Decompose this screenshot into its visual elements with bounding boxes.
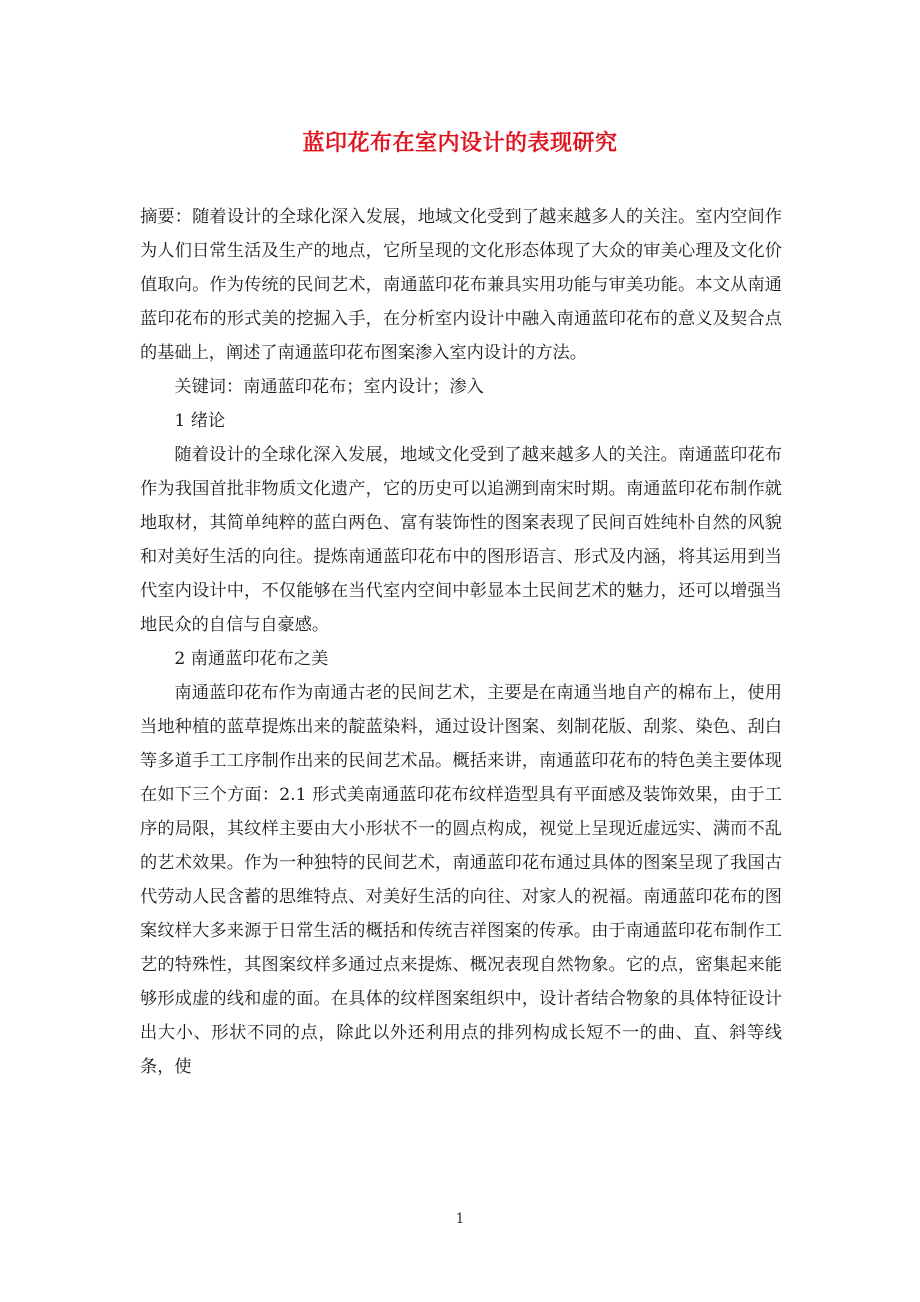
keywords-paragraph: 关键词：南通蓝印花布；室内设计；渗入 <box>174 377 484 397</box>
section-2-heading: 2 南通蓝印花布之美 <box>174 649 329 669</box>
section-1-paragraph: 随着设计的全球化深入发展，地域文化受到了越来越多人的关注。南通蓝印花布作为我国首批非物质文化遗产，它的历史可以追溯到南宋时期。南通蓝印花布制作就地取材，其简单纯粹的蓝白两色、富有装饰性的图案表现了民间百姓纯朴自然的风貌和对美好生活的向往。提炼南通蓝印花布中的图形语言、形式及内涵，将其运用到当代室内设计中，不仅能够在当代室内空间中彰显本土民间艺术的魅力，还可以增强当地民众的自信与自豪感。 <box>140 445 782 635</box>
page-number: 1 <box>455 1211 465 1227</box>
section-1-heading: 1 绪论 <box>174 411 226 431</box>
document-title: 蓝印花布在室内设计的表现研究 <box>302 131 618 156</box>
document-body <box>140 200 782 1084</box>
section-2-paragraph: 南通蓝印花布作为南通古老的民间艺术，主要是在南通当地自产的棉布上，使用当地种植的蓝草提炼出来的靛蓝染料，通过设计图案、刻制花版、刮浆、染色、刮白等多道手工工序制作出来的民间艺术品。概括来讲，南通蓝印花布的特色美主要体现在如下三个方面：2.1 形式美南通蓝印花布纹样造型具有平面感及装饰效果，由于工序的局限，其纹样主要由大小形状不一的圆点构成，视觉上呈现近虚远实、满而不乱的艺术效果。作为一种独特的民间艺术，南通蓝印花布通过具体的图案呈现了我国古代劳动人民含蓄的思维特点、对美好生活的向往、对家人的祝福。南通蓝印花布的图案纹样大多来源于日常生活的概括和传统吉祥图案的传承。由于南通蓝印花布制作工艺的特殊性，其图案纹样多通过点来提炼、概况表现自然物象。它的点，密集起来能够形成虚的线和虚的面。在具体的纹样图案组织中，设计者结合物象的具体特征设计出大小、形状不同的点，除此以外还利用点的排列构成长短不一的曲、直、斜等线条，使 <box>140 683 782 1077</box>
abstract-paragraph: 摘要：随着设计的全球化深入发展，地域文化受到了越来越多人的关注。室内空间作为人们日常生活及生产的地点，它所呈现的文化形态体现了大众的审美心理及文化价值取向。作为传统的民间艺术，南通蓝印花布兼具实用功能与审美功能。本文从南通蓝印花布的形式美的挖掘入手，在分析室内设计中融入南通蓝印花布的意义及契合点的基础上，阐述了南通蓝印花布图案渗入室内设计的方法。 <box>140 207 782 363</box>
